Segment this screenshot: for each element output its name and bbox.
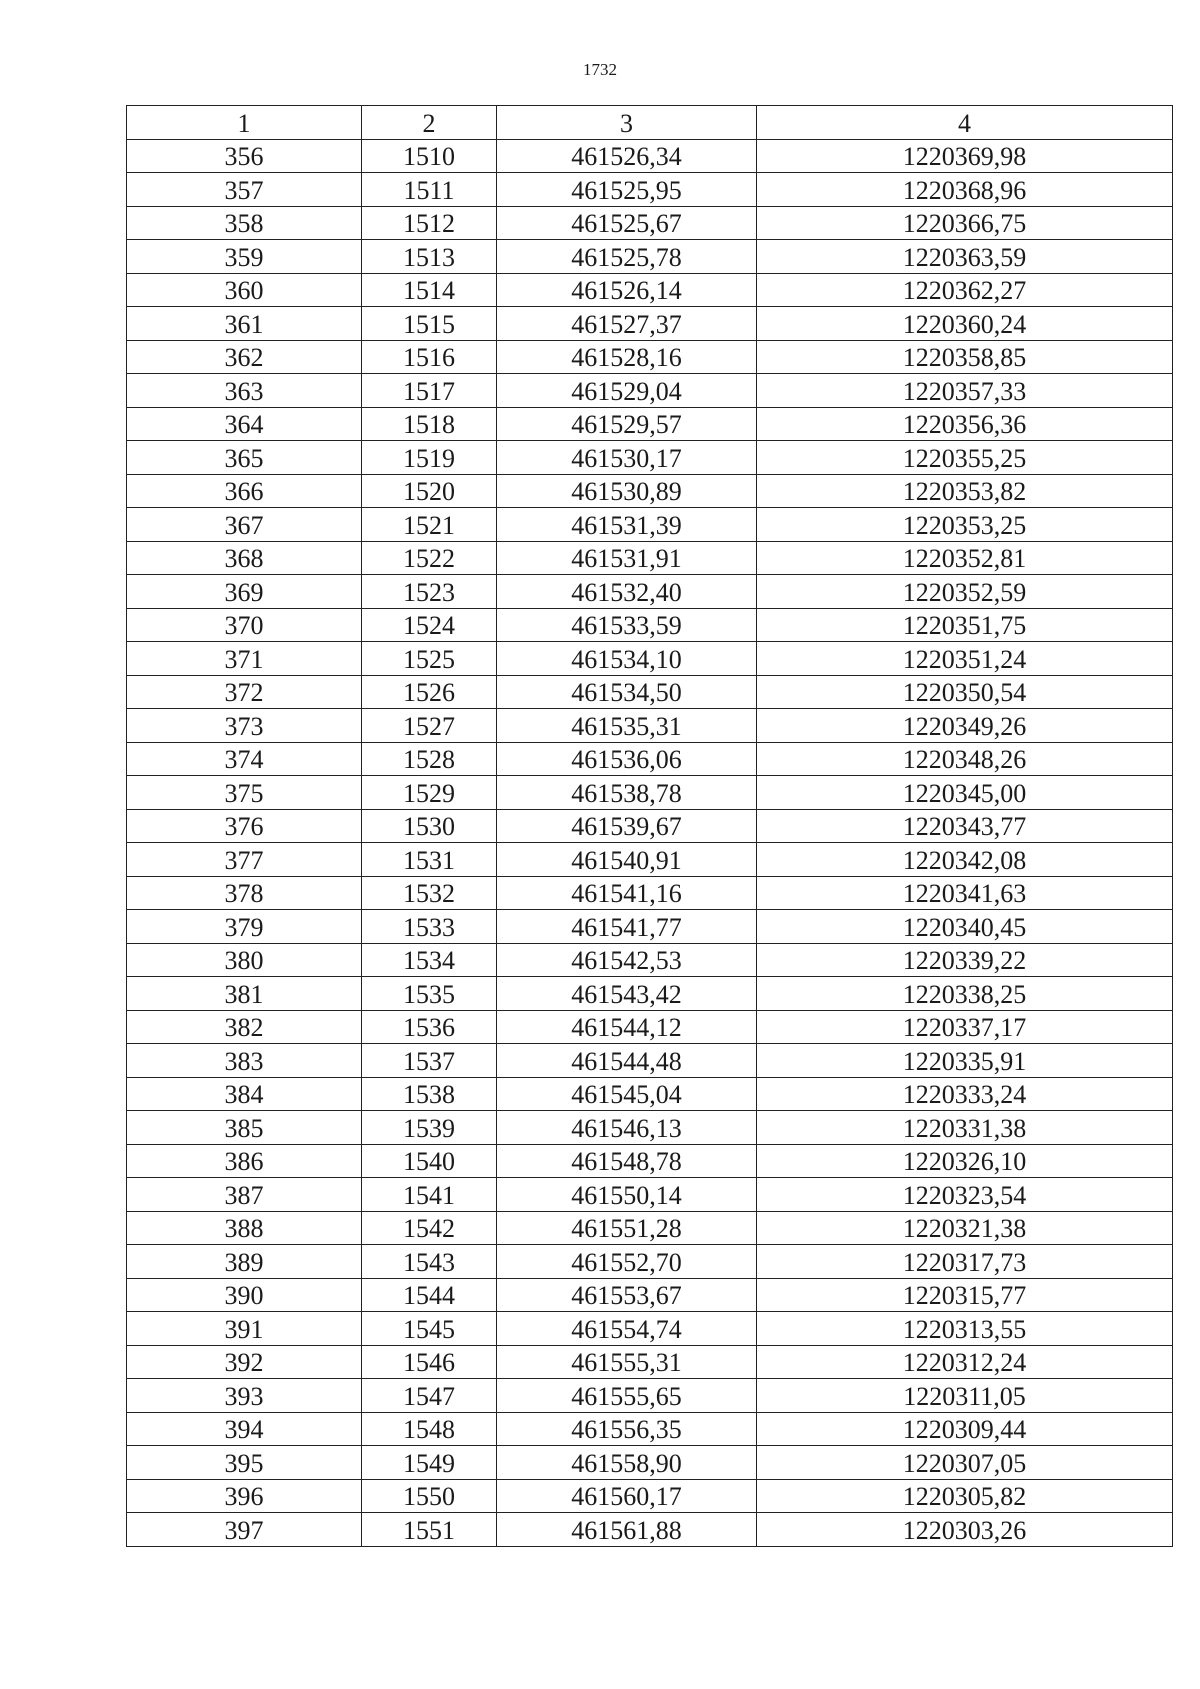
table-row	[127, 340, 1173, 374]
table-cell-col-2: 1545	[362, 1312, 497, 1346]
table-row	[127, 1513, 1173, 1547]
table-cell-col-1: 382	[127, 1010, 362, 1044]
table-cell-col-3: 461534,50	[497, 675, 757, 709]
table-cell-col-3: 461560,17	[497, 1479, 757, 1513]
table-cell-col-2: 1539	[362, 1111, 497, 1145]
table-cell-col-3: 461526,34	[497, 139, 757, 173]
table-cell-col-4: 1220357,33	[757, 374, 1173, 408]
table-cell-col-1: 390	[127, 1278, 362, 1312]
table-row	[127, 206, 1173, 240]
table-header	[127, 106, 1173, 140]
table-cell-col-2: 1533	[362, 910, 497, 944]
table-cell-col-3: 461541,77	[497, 910, 757, 944]
table-row	[127, 1077, 1173, 1111]
table-cell-col-3: 461556,35	[497, 1412, 757, 1446]
table-cell-col-4: 1220313,55	[757, 1312, 1173, 1346]
table-cell-col-4: 1220369,98	[757, 139, 1173, 173]
table-cell-col-4: 1220349,26	[757, 709, 1173, 743]
table-cell-col-3: 461561,88	[497, 1513, 757, 1547]
table-cell-col-1: 392	[127, 1345, 362, 1379]
table-cell-col-3: 461525,95	[497, 173, 757, 207]
table-cell-col-2: 1527	[362, 709, 497, 743]
table-cell-col-3: 461530,17	[497, 441, 757, 475]
table-cell-col-1: 393	[127, 1379, 362, 1413]
table-cell-col-2: 1513	[362, 240, 497, 274]
table-cell-col-1: 370	[127, 608, 362, 642]
table-cell-col-1: 391	[127, 1312, 362, 1346]
table-row	[127, 1479, 1173, 1513]
column-header-2: 2	[362, 106, 497, 140]
table-cell-col-2: 1524	[362, 608, 497, 642]
table-cell-col-3: 461531,91	[497, 541, 757, 575]
table-row	[127, 1312, 1173, 1346]
table-cell-col-1: 395	[127, 1446, 362, 1480]
table-cell-col-3: 461532,40	[497, 575, 757, 609]
table-cell-col-3: 461542,53	[497, 943, 757, 977]
table-row	[127, 1278, 1173, 1312]
table-row	[127, 575, 1173, 609]
table-cell-col-3: 461550,14	[497, 1178, 757, 1212]
column-header-3: 3	[497, 106, 757, 140]
table-cell-col-1: 385	[127, 1111, 362, 1145]
table-cell-col-3: 461539,67	[497, 809, 757, 843]
table-row	[127, 1111, 1173, 1145]
table-cell-col-3: 461538,78	[497, 776, 757, 810]
table-cell-col-2: 1534	[362, 943, 497, 977]
table-cell-col-3: 461554,74	[497, 1312, 757, 1346]
table-row	[127, 1178, 1173, 1212]
table-cell-col-2: 1540	[362, 1144, 497, 1178]
table-cell-col-4: 1220356,36	[757, 407, 1173, 441]
table-row	[127, 541, 1173, 575]
table-cell-col-4: 1220305,82	[757, 1479, 1173, 1513]
table-cell-col-2: 1515	[362, 307, 497, 341]
table-cell-col-3: 461548,78	[497, 1144, 757, 1178]
table-cell-col-2: 1547	[362, 1379, 497, 1413]
table-cell-col-1: 369	[127, 575, 362, 609]
table-cell-col-1: 362	[127, 340, 362, 374]
table-cell-col-2: 1516	[362, 340, 497, 374]
table-cell-col-2: 1546	[362, 1345, 497, 1379]
table-row	[127, 1211, 1173, 1245]
table-cell-col-4: 1220323,54	[757, 1178, 1173, 1212]
coordinates-table	[126, 105, 1173, 1547]
table-row	[127, 809, 1173, 843]
table-cell-col-1: 365	[127, 441, 362, 475]
table-cell-col-4: 1220366,75	[757, 206, 1173, 240]
table-cell-col-1: 372	[127, 675, 362, 709]
table-row	[127, 1010, 1173, 1044]
table-cell-col-2: 1542	[362, 1211, 497, 1245]
table-cell-col-1: 359	[127, 240, 362, 274]
table-cell-col-3: 461525,78	[497, 240, 757, 274]
table-cell-col-4: 1220345,00	[757, 776, 1173, 810]
table-cell-col-2: 1544	[362, 1278, 497, 1312]
table-cell-col-4: 1220360,24	[757, 307, 1173, 341]
table-cell-col-2: 1532	[362, 876, 497, 910]
table-cell-col-4: 1220315,77	[757, 1278, 1173, 1312]
table-cell-col-4: 1220353,25	[757, 508, 1173, 542]
table-cell-col-2: 1548	[362, 1412, 497, 1446]
table-cell-col-3: 461525,67	[497, 206, 757, 240]
table-row	[127, 742, 1173, 776]
table-cell-col-4: 1220339,22	[757, 943, 1173, 977]
table-row	[127, 139, 1173, 173]
table-cell-col-2: 1518	[362, 407, 497, 441]
table-row	[127, 1446, 1173, 1480]
table-cell-col-2: 1526	[362, 675, 497, 709]
table-cell-col-4: 1220351,75	[757, 608, 1173, 642]
header-row	[127, 106, 1173, 140]
table-cell-col-3: 461555,31	[497, 1345, 757, 1379]
table-cell-col-2: 1530	[362, 809, 497, 843]
table-cell-col-2: 1523	[362, 575, 497, 609]
table-row	[127, 1379, 1173, 1413]
table-cell-col-4: 1220338,25	[757, 977, 1173, 1011]
table-cell-col-1: 386	[127, 1144, 362, 1178]
page-number: 1732	[583, 60, 617, 79]
table-cell-col-1: 366	[127, 474, 362, 508]
table-cell-col-4: 1220317,73	[757, 1245, 1173, 1279]
table-row	[127, 709, 1173, 743]
table-cell-col-1: 375	[127, 776, 362, 810]
table-row	[127, 1144, 1173, 1178]
table-cell-col-2: 1550	[362, 1479, 497, 1513]
table-row	[127, 776, 1173, 810]
table-cell-col-4: 1220343,77	[757, 809, 1173, 843]
table-cell-col-3: 461531,39	[497, 508, 757, 542]
table-cell-col-1: 380	[127, 943, 362, 977]
table-cell-col-4: 1220363,59	[757, 240, 1173, 274]
table-row	[127, 608, 1173, 642]
table-cell-col-2: 1521	[362, 508, 497, 542]
table-cell-col-4: 1220335,91	[757, 1044, 1173, 1078]
table-cell-col-4: 1220340,45	[757, 910, 1173, 944]
table-cell-col-3: 461540,91	[497, 843, 757, 877]
table-cell-col-3: 461536,06	[497, 742, 757, 776]
table-cell-col-3: 461551,28	[497, 1211, 757, 1245]
table-row	[127, 876, 1173, 910]
table-row	[127, 307, 1173, 341]
table-cell-col-1: 389	[127, 1245, 362, 1279]
table-row	[127, 1245, 1173, 1279]
table-cell-col-4: 1220311,05	[757, 1379, 1173, 1413]
table-cell-col-2: 1511	[362, 173, 497, 207]
table-cell-col-3: 461527,37	[497, 307, 757, 341]
table-cell-col-4: 1220351,24	[757, 642, 1173, 676]
table-cell-col-1: 388	[127, 1211, 362, 1245]
table-cell-col-3: 461543,42	[497, 977, 757, 1011]
table-cell-col-4: 1220350,54	[757, 675, 1173, 709]
table-cell-col-3: 461529,04	[497, 374, 757, 408]
table-cell-col-1: 387	[127, 1178, 362, 1212]
table-cell-col-4: 1220342,08	[757, 843, 1173, 877]
table-cell-col-3: 461526,14	[497, 273, 757, 307]
table-cell-col-4: 1220348,26	[757, 742, 1173, 776]
table-row	[127, 675, 1173, 709]
table-cell-col-3: 461535,31	[497, 709, 757, 743]
table-cell-col-3: 461534,10	[497, 642, 757, 676]
table-cell-col-1: 364	[127, 407, 362, 441]
table-cell-col-2: 1529	[362, 776, 497, 810]
table-cell-col-4: 1220333,24	[757, 1077, 1173, 1111]
table-cell-col-1: 358	[127, 206, 362, 240]
table-cell-col-2: 1543	[362, 1245, 497, 1279]
table-cell-col-4: 1220352,59	[757, 575, 1173, 609]
table-cell-col-1: 396	[127, 1479, 362, 1513]
table-cell-col-1: 363	[127, 374, 362, 408]
table-row	[127, 1412, 1173, 1446]
table-cell-col-4: 1220312,24	[757, 1345, 1173, 1379]
table-cell-col-1: 397	[127, 1513, 362, 1547]
table-cell-col-3: 461544,48	[497, 1044, 757, 1078]
table-cell-col-2: 1537	[362, 1044, 497, 1078]
table-row	[127, 1044, 1173, 1078]
table-cell-col-3: 461529,57	[497, 407, 757, 441]
table-cell-col-4: 1220331,38	[757, 1111, 1173, 1145]
table-cell-col-1: 384	[127, 1077, 362, 1111]
table-row	[127, 273, 1173, 307]
table-cell-col-4: 1220368,96	[757, 173, 1173, 207]
table-cell-col-2: 1535	[362, 977, 497, 1011]
table-cell-col-3: 461555,65	[497, 1379, 757, 1413]
table-cell-col-4: 1220321,38	[757, 1211, 1173, 1245]
table-cell-col-2: 1510	[362, 139, 497, 173]
table-row	[127, 910, 1173, 944]
table-cell-col-2: 1520	[362, 474, 497, 508]
table-cell-col-1: 360	[127, 273, 362, 307]
table-cell-col-1: 371	[127, 642, 362, 676]
table-body	[127, 139, 1173, 1546]
table-cell-col-2: 1522	[362, 541, 497, 575]
column-header-4: 4	[757, 106, 1173, 140]
table-row	[127, 407, 1173, 441]
table-cell-col-4: 1220303,26	[757, 1513, 1173, 1547]
table-cell-col-1: 361	[127, 307, 362, 341]
table-row	[127, 173, 1173, 207]
table-cell-col-3: 461533,59	[497, 608, 757, 642]
table-cell-col-1: 376	[127, 809, 362, 843]
table-cell-col-1: 379	[127, 910, 362, 944]
table-cell-col-3: 461546,13	[497, 1111, 757, 1145]
table-cell-col-1: 378	[127, 876, 362, 910]
table-row	[127, 943, 1173, 977]
column-header-1: 1	[127, 106, 362, 140]
table-row	[127, 977, 1173, 1011]
table-row	[127, 441, 1173, 475]
table-row	[127, 642, 1173, 676]
table-cell-col-3: 461541,16	[497, 876, 757, 910]
table-row	[127, 1345, 1173, 1379]
table-cell-col-2: 1549	[362, 1446, 497, 1480]
table-cell-col-3: 461553,67	[497, 1278, 757, 1312]
table-cell-col-1: 357	[127, 173, 362, 207]
table-cell-col-3: 461530,89	[497, 474, 757, 508]
table-cell-col-4: 1220352,81	[757, 541, 1173, 575]
table-row	[127, 843, 1173, 877]
table-row	[127, 474, 1173, 508]
table-cell-col-1: 374	[127, 742, 362, 776]
table-cell-col-2: 1525	[362, 642, 497, 676]
table-cell-col-4: 1220337,17	[757, 1010, 1173, 1044]
table-cell-col-2: 1551	[362, 1513, 497, 1547]
table-cell-col-4: 1220358,85	[757, 340, 1173, 374]
table-row	[127, 240, 1173, 274]
table-cell-col-2: 1541	[362, 1178, 497, 1212]
table-cell-col-2: 1538	[362, 1077, 497, 1111]
table-cell-col-2: 1519	[362, 441, 497, 475]
table-cell-col-1: 394	[127, 1412, 362, 1446]
table-cell-col-1: 367	[127, 508, 362, 542]
table-cell-col-4: 1220362,27	[757, 273, 1173, 307]
table-cell-col-3: 461528,16	[497, 340, 757, 374]
table-cell-col-4: 1220326,10	[757, 1144, 1173, 1178]
table-cell-col-3: 461544,12	[497, 1010, 757, 1044]
table-cell-col-2: 1512	[362, 206, 497, 240]
table-cell-col-1: 373	[127, 709, 362, 743]
table-cell-col-2: 1531	[362, 843, 497, 877]
table-cell-col-3: 461552,70	[497, 1245, 757, 1279]
table-cell-col-4: 1220307,05	[757, 1446, 1173, 1480]
table-cell-col-1: 383	[127, 1044, 362, 1078]
table-cell-col-3: 461558,90	[497, 1446, 757, 1480]
table-cell-col-1: 368	[127, 541, 362, 575]
table-cell-col-3: 461545,04	[497, 1077, 757, 1111]
table-cell-col-4: 1220309,44	[757, 1412, 1173, 1446]
table-cell-col-1: 377	[127, 843, 362, 877]
table-cell-col-4: 1220341,63	[757, 876, 1173, 910]
table-row	[127, 374, 1173, 408]
table-row	[127, 508, 1173, 542]
table-cell-col-2: 1517	[362, 374, 497, 408]
table-cell-col-4: 1220353,82	[757, 474, 1173, 508]
table-cell-col-4: 1220355,25	[757, 441, 1173, 475]
table-cell-col-1: 356	[127, 139, 362, 173]
table-cell-col-2: 1528	[362, 742, 497, 776]
table-cell-col-2: 1536	[362, 1010, 497, 1044]
table-cell-col-1: 381	[127, 977, 362, 1011]
table-cell-col-2: 1514	[362, 273, 497, 307]
